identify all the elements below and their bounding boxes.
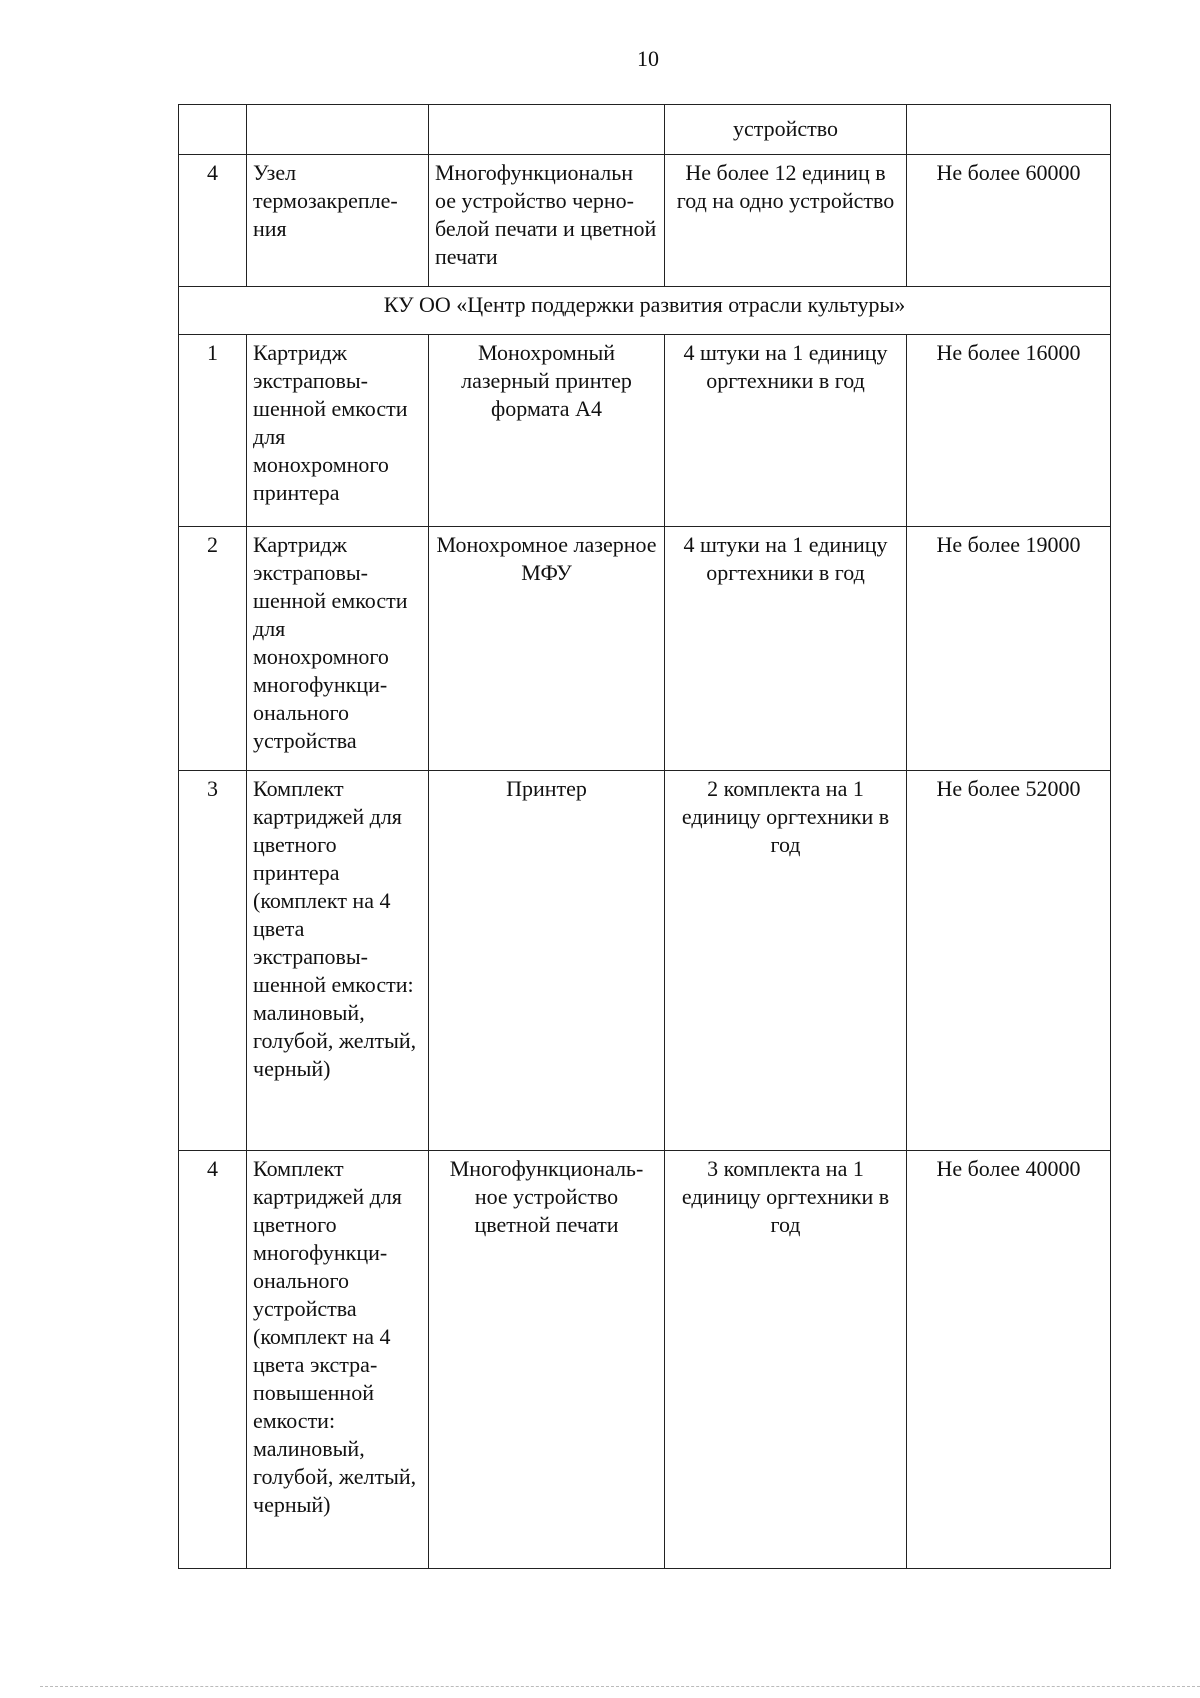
device-type bbox=[429, 105, 665, 155]
quantity: 4 штуки на 1 единицу оргтехники в год bbox=[665, 335, 907, 527]
price bbox=[907, 105, 1111, 155]
device-type: Монохромное лазерное МФУ bbox=[429, 527, 665, 771]
requirements-table bbox=[178, 104, 1111, 1569]
row-number: 4 bbox=[179, 155, 247, 287]
row-number: 3 bbox=[179, 771, 247, 1151]
quantity: устройство bbox=[665, 105, 907, 155]
item-name: Картридж экстраповы-шенной емкости для монохромного принтера bbox=[247, 335, 429, 527]
row-number: 4 bbox=[179, 1151, 247, 1569]
device-type: Многофункциональн ое устройство черно-белой печати и цветной печати bbox=[429, 155, 665, 287]
device-type: Принтер bbox=[429, 771, 665, 1151]
section-row bbox=[179, 287, 1111, 335]
row-number: 1 bbox=[179, 335, 247, 527]
table-row bbox=[179, 105, 1111, 155]
quantity: Не более 12 единиц в год на одно устройство bbox=[665, 155, 907, 287]
price: Не более 60000 bbox=[907, 155, 1111, 287]
quantity: 3 комплекта на 1 единицу оргтехники в год bbox=[665, 1151, 907, 1569]
item-name: Комплект картриджей для цветного многофункци-онального устройства (комплект на 4 цвета экстра-повышенной емкости: малиновый, голубой, желтый, черный) bbox=[247, 1151, 429, 1569]
section-title: КУ ОО «Центр поддержки развития отрасли культуры» bbox=[179, 287, 1111, 335]
device-type: Монохромный лазерный принтер формата А4 bbox=[429, 335, 665, 527]
item-name: Узел термозакрепле-ния bbox=[247, 155, 429, 287]
table-row bbox=[179, 1151, 1111, 1569]
quantity: 2 комплекта на 1 единицу оргтехники в год bbox=[665, 771, 907, 1151]
table-row bbox=[179, 527, 1111, 771]
table-row bbox=[179, 335, 1111, 527]
page-number: 10 bbox=[637, 46, 659, 71]
item-name bbox=[247, 105, 429, 155]
device-type: Многофункциональ-ное устройство цветной печати bbox=[429, 1151, 665, 1569]
price: Не более 52000 bbox=[907, 771, 1111, 1151]
price: Не более 19000 bbox=[907, 527, 1111, 771]
price: Не более 16000 bbox=[907, 335, 1111, 527]
item-name: Картридж экстраповы-шенной емкости для монохромного многофункци-онального устройства bbox=[247, 527, 429, 771]
scan-edge-line bbox=[40, 1686, 1200, 1687]
row-number: 2 bbox=[179, 527, 247, 771]
item-name: Комплект картриджей для цветного принтера (комплект на 4 цвета экстраповы-шенной емкости: малиновый, голубой, желтый, черный) bbox=[247, 771, 429, 1151]
table-row bbox=[179, 155, 1111, 287]
row-number bbox=[179, 105, 247, 155]
quantity: 4 штуки на 1 единицу оргтехники в год bbox=[665, 527, 907, 771]
table-row bbox=[179, 771, 1111, 1151]
price: Не более 40000 bbox=[907, 1151, 1111, 1569]
